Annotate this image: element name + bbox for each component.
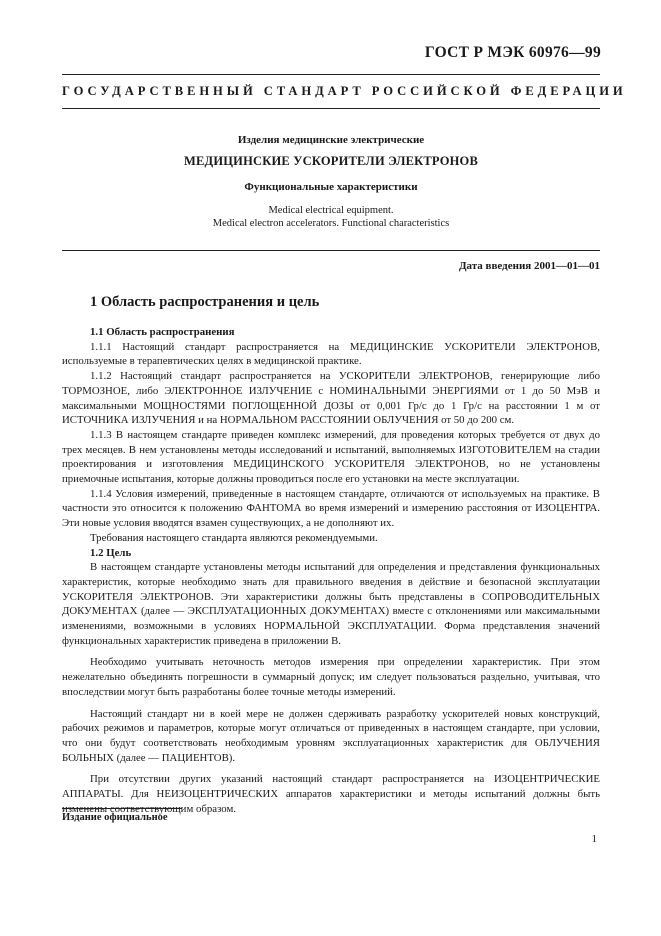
paragraph: При отсутствии других указаний настоящий стандарт распространяется на ИЗОЦЕНТРИЧЕСКИЕ АППАРАТЫ. Для НЕИЗОЦЕНТРИЧЕСКИХ аппаратов характеристики и методы испытаний должны быть изменены соответствующим образом. bbox=[62, 773, 600, 815]
english-title-line1: Medical electrical equipment. bbox=[268, 205, 394, 216]
category-title: Изделия медицинские электрические bbox=[237, 134, 425, 146]
subsection-heading: 1.2 Цель bbox=[90, 546, 132, 559]
paragraph: 1.1.3 В настоящем стандарте приведен комплекс измерений, для проведения которых требуется от двух до трех месяцев. В нем установлены методы исследований и испытаний, выполняемых ИЗГОТОВИТЕЛЕМ на стадии проектирования и изготовления МЕДИЦИНСКОГО УСКОРИТЕЛЯ ЭЛЕКТРОНОВ, но не установлены приемочные испытания, которые должны проводиться после его установки на месте эксплуатации. bbox=[62, 428, 600, 486]
section-title: 1 Область распространения и цель bbox=[90, 294, 320, 310]
paragraph: В настоящем стандарте установлены методы испытаний для определения и представления функциональных характеристик, которые необходимо знать для правильного введения в действие и безопасной эксплуатации УСКОРИТЕЛЯ ЭЛЕКТРОНОВ. Эти характеристики должны быть представлены в СОПРОВОДИТЕЛЬНЫХ ДОКУМЕНТАХ (далее — ЭКСПЛУАТАЦИОННЫХ ДОКУМЕНТАХ) вместе с отклонениями или максимальными изменениями, возможными в условиях НОРМАЛЬНОЙ ЭКСПЛУАТАЦИИ. Форма представления значений функциональных характеристик приведена в приложении В. bbox=[62, 561, 600, 647]
subsection-heading: 1.1 Область распространения bbox=[90, 326, 235, 338]
effective-date: Дата введения 2001—01—01 bbox=[458, 260, 600, 272]
english-title-line2: Medical electron accelerators. Functional characteristics bbox=[212, 218, 450, 229]
government-title: ГОСУДАРСТВЕННЫЙ СТАНДАРТ РОССИЙСКОЙ ФЕДЕРАЦИИ bbox=[62, 84, 627, 98]
section-body bbox=[62, 325, 600, 817]
subtitle: Функциональные характеристики bbox=[244, 181, 418, 193]
paragraph: 1.1.1 Настоящий стандарт распространяется на МЕДИЦИНСКИЕ УСКОРИТЕЛИ ЭЛЕКТРОНОВ, используемые в терапевтических целях в медицинской практике. bbox=[62, 340, 600, 368]
edition-label: Издание официальное bbox=[62, 812, 168, 823]
footer-rule bbox=[62, 808, 182, 809]
gov-rule bbox=[62, 108, 600, 109]
page-number: 1 bbox=[591, 833, 597, 845]
paragraph: Настоящий стандарт ни в коей мере не должен сдерживать разработку ускорителей новых конструкций, рабочих режимов и параметров, которые могут отличаться от приведенных в настоящем стандарте, при условии, что они будут соответствовать необходимым уровням эксплуатационных характеристик для ОБЛУЧЕНИЯ БОЛЬНЫХ (далее — ПАЦИЕНТОВ). bbox=[62, 707, 600, 764]
paragraph: Необходимо учитывать неточность методов измерения при определении характеристик. При этом нежелательно объединять погрешности в суммарный допуск; им следует пользоваться раздельно, учитывая, что впоследствии могут быть разработаны более точные методы измерений. bbox=[62, 656, 600, 698]
date-rule bbox=[62, 250, 600, 251]
paragraph: 1.1.2 Настоящий стандарт распространяется на УСКОРИТЕЛИ ЭЛЕКТРОНОВ, генерирующие либо ТОРМОЗНОЕ, либо ЭЛЕКТРОННОЕ ИЗЛУЧЕНИЕ с НОМИНАЛЬНЫМИ ЭНЕРГИЯМИ от 1 до 50 МэВ и максимальными МОЩНОСТЯМИ ПОГЛОЩЕННОЙ ДОЗЫ от 0,001 Гр/с до 1 Гр/с на расстоянии 1 м от ИСТОЧНИКА ИЗЛУЧЕНИЯ и на НОРМАЛЬНОМ РАССТОЯНИИ ОБЛУЧЕНИЯ от 50 до 200 см. bbox=[62, 370, 600, 427]
main-title: МЕДИЦИНСКИЕ УСКОРИТЕЛИ ЭЛЕКТРОНОВ bbox=[183, 154, 479, 168]
paragraph: Требования настоящего стандарта являются рекомендуемыми. bbox=[90, 531, 378, 544]
standard-number: ГОСТ Р МЭК 60976—99 bbox=[424, 44, 601, 61]
paragraph: 1.1.4 Условия измерений, приведенные в настоящем стандарте, отличаются от используемых на практике. В частности это относится к положению ФАНТОМА во время измерений и измерению расстояния от ИЗОЦЕНТРА. Эти новые условия вводятся взамен существующих, а не дополняют их. bbox=[62, 487, 600, 530]
top-rule bbox=[62, 74, 600, 75]
